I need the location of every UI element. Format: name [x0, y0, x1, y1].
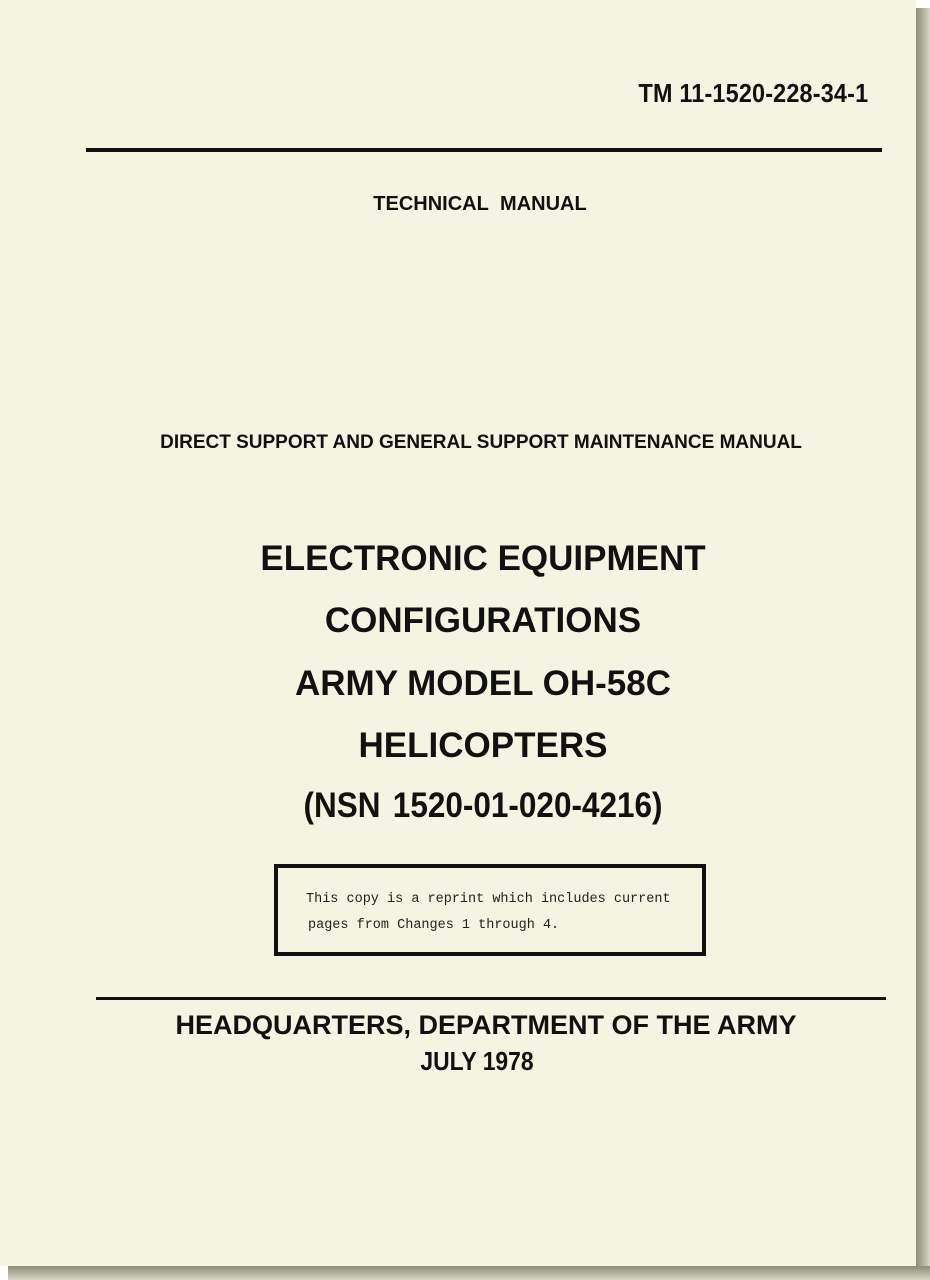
publisher: HEADQUARTERS, DEPARTMENT OF THE ARMY [175, 1010, 797, 1040]
document-number: TM 11-1520-228-34-1 [638, 78, 868, 108]
title-line-1: ELECTRONIC EQUIPMENT [260, 539, 706, 578]
reprint-notice-box [274, 864, 706, 956]
reprint-notice-line-2: pages from Changes 1 through 4. [308, 918, 560, 933]
title-line-4: HELICOPTERS [358, 726, 608, 765]
nsn-number: (NSN 1520-01-020-4216) [303, 786, 663, 825]
top-divider [86, 148, 882, 152]
bottom-divider [96, 997, 886, 1000]
page-shadow-bottom [8, 1266, 930, 1280]
reprint-notice-line-1: This copy is a reprint which includes current [306, 892, 671, 907]
title-line-3: ARMY MODEL OH-58C [295, 664, 671, 703]
title-line-2: CONFIGURATIONS [324, 601, 642, 640]
page-shadow-right [916, 8, 930, 1280]
header-label: TECHNICAL MANUAL [373, 193, 587, 215]
manual-type: DIRECT SUPPORT AND GENERAL SUPPORT MAINTENANCE MANUAL [160, 432, 802, 453]
publication-date: JULY 1978 [420, 1046, 534, 1076]
